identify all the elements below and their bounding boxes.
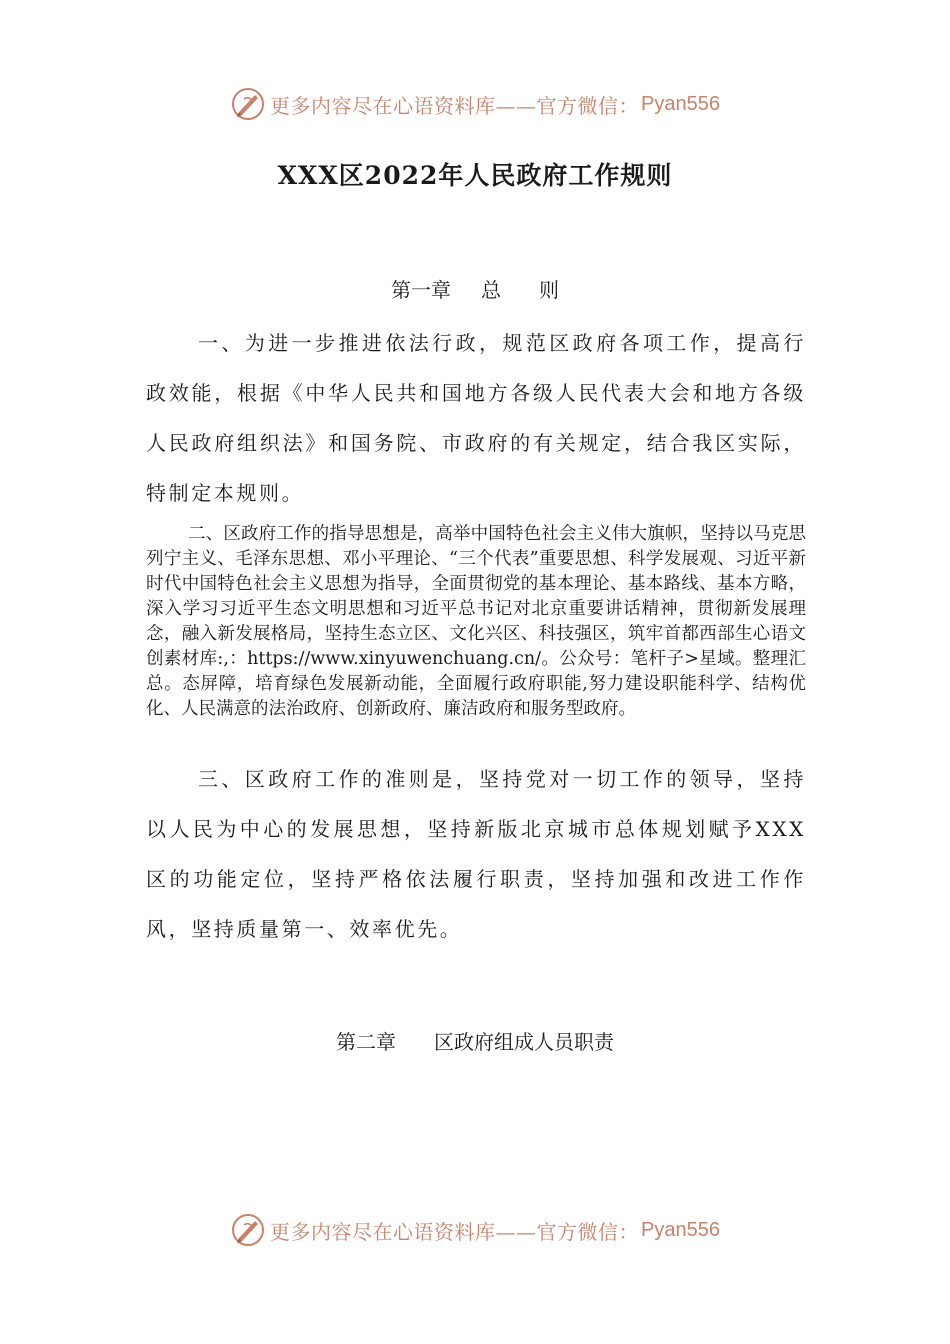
chapter-1-name-part1: 总	[481, 278, 501, 302]
chapter-2-heading	[0, 1026, 950, 1055]
paragraph-1: 一、为进一步推进依法行政，规范区政府各项工作，提高行政效能，根据《中华人民共和国地方各级人民代表大会和地方各级人民政府组织法》和国务院、市政府的有关规定，结合我区实际，特制定本规则。	[146, 331, 806, 505]
chapter-1-number: 第一章	[391, 278, 451, 302]
pen-logo-icon	[230, 86, 266, 122]
watermark-banner-bottom	[0, 1208, 950, 1252]
document-title: XXX区2022年人民政府工作规则	[277, 161, 673, 190]
chapter-1-heading	[0, 274, 950, 303]
watermark-wechat-id: Pyan556	[641, 92, 720, 115]
chapter-2-number: 第二章	[336, 1030, 396, 1054]
watermark-site-text: 更多内容尽在心语资料库——官方微信：	[270, 93, 640, 118]
paragraph-3: 三、区政府工作的准则是，坚持党对一切工作的领导，坚持以人民为中心的发展思想，坚持新版北京城市总体规划赋予XXX区的功能定位，坚持严格依法履行职责，坚持加强和改进工作作风，坚持质量第一、效率优先。	[146, 767, 806, 941]
watermark-site-text: 更多内容尽在心语资料库——官方微信：	[270, 1219, 640, 1244]
paragraph-2: 二、区政府工作的指导思想是，高举中国特色社会主义伟大旗帜，坚持以马克思列宁主义、毛泽东思想、邓小平理论、“三个代表”重要思想、科学发展观、习近平新时代中国特色社会主义思想为指导，全面贯彻党的基本理论、基本路线、基本方略，深入学习习近平生态文明思想和习近平总书记对北京重要讲话精神，贯彻新发展理念，融入新发展格局，坚持生态立区、文化兴区、科技强区，筑牢首都西部生心语文创素材库:,：https://www.xinyuwenchuang.cn/。公众号：笔杆子>星域。整理汇总。态屏障，培育绿色发展新动能，全面履行政府职能,努力建设职能科学、结构优化、人民满意的法治政府、创新政府、廉洁政府和服务型政府。	[146, 524, 806, 719]
chapter-1-name-part2: 则	[539, 278, 559, 302]
watermark-banner-top	[0, 82, 950, 126]
pen-logo-icon	[230, 1212, 266, 1248]
chapter-2-name: 区政府组成人员职责	[434, 1030, 614, 1054]
watermark-wechat-id: Pyan556	[641, 1218, 720, 1241]
